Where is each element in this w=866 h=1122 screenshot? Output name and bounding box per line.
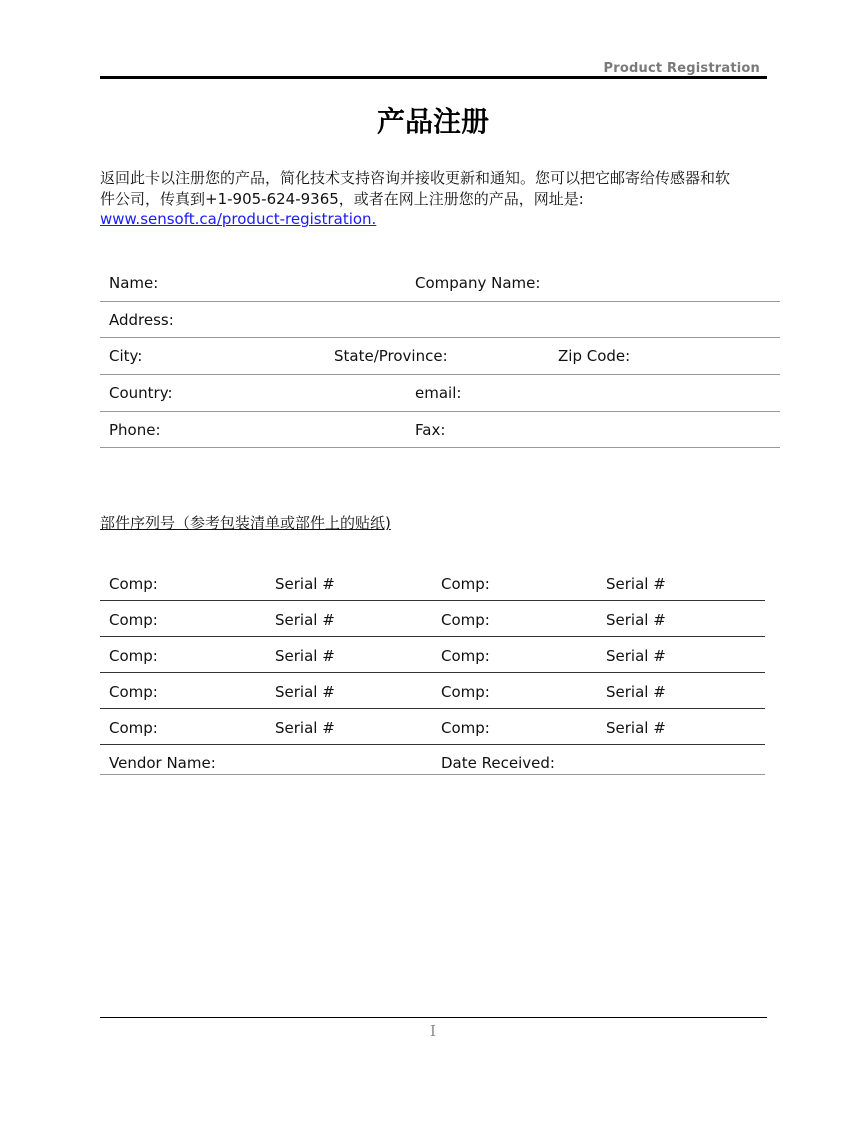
phone-label[interactable]: Phone: bbox=[109, 421, 161, 439]
comp-label[interactable]: Comp: bbox=[109, 647, 158, 665]
footer-rule bbox=[100, 1017, 767, 1018]
contact-row-address bbox=[100, 302, 780, 338]
serial-label[interactable]: Serial # bbox=[606, 719, 666, 737]
comp-label[interactable]: Comp: bbox=[109, 719, 158, 737]
page-title: 产品注册 bbox=[376, 105, 489, 138]
comp-label[interactable]: Comp: bbox=[441, 683, 490, 701]
table-row bbox=[100, 709, 765, 745]
contact-form bbox=[100, 265, 780, 448]
country-label[interactable]: Country: bbox=[109, 384, 173, 402]
serial-label[interactable]: Serial # bbox=[606, 683, 666, 701]
comp-label[interactable]: Comp: bbox=[441, 611, 490, 629]
table-row bbox=[100, 601, 765, 637]
intro-line-1: 返回此卡以注册您的产品，简化技术支持咨询并接收更新和通知。您可以把它邮寄给传感器和软 bbox=[100, 169, 731, 187]
serial-label[interactable]: Serial # bbox=[275, 683, 335, 701]
header-rule bbox=[100, 76, 767, 79]
serial-heading: 部件序列号（参考包装清单或部件上的贴纸) bbox=[100, 514, 391, 532]
fax-label[interactable]: Fax: bbox=[415, 421, 446, 439]
city-label[interactable]: City: bbox=[109, 347, 143, 365]
vendor-row bbox=[100, 745, 765, 775]
company-name-label[interactable]: Company Name: bbox=[415, 274, 541, 292]
registration-link[interactable]: www.sensoft.ca/product-registration. bbox=[100, 210, 377, 228]
comp-label[interactable]: Comp: bbox=[441, 647, 490, 665]
serial-label[interactable]: Serial # bbox=[606, 611, 666, 629]
contact-row-city bbox=[100, 338, 780, 375]
table-row bbox=[100, 565, 765, 601]
comp-label[interactable]: Comp: bbox=[441, 719, 490, 737]
intro-line-2: 件公司，传真到+1-905-624-9365，或者在网上注册您的产品，网址是: bbox=[100, 189, 584, 208]
name-label[interactable]: Name: bbox=[109, 274, 159, 292]
serial-section bbox=[100, 512, 391, 533]
serial-label[interactable]: Serial # bbox=[275, 611, 335, 629]
comp-label[interactable]: Comp: bbox=[441, 575, 490, 593]
serial-label[interactable]: Serial # bbox=[275, 575, 335, 593]
serial-label[interactable]: Serial # bbox=[606, 575, 666, 593]
page-number: I bbox=[430, 1022, 436, 1040]
date-received-label[interactable]: Date Received: bbox=[441, 754, 555, 772]
table-row bbox=[100, 637, 765, 673]
serial-label[interactable]: Serial # bbox=[275, 647, 335, 665]
zip-code-label[interactable]: Zip Code: bbox=[558, 347, 631, 365]
vendor-name-label[interactable]: Vendor Name: bbox=[109, 754, 216, 772]
comp-label[interactable]: Comp: bbox=[109, 575, 158, 593]
contact-row-name bbox=[100, 265, 780, 302]
email-label[interactable]: email: bbox=[415, 384, 462, 402]
serial-label[interactable]: Serial # bbox=[275, 719, 335, 737]
state-province-label[interactable]: State/Province: bbox=[334, 347, 448, 365]
contact-row-country bbox=[100, 375, 780, 412]
table-row bbox=[100, 673, 765, 709]
address-label[interactable]: Address: bbox=[109, 311, 174, 329]
comp-label[interactable]: Comp: bbox=[109, 683, 158, 701]
comp-label[interactable]: Comp: bbox=[109, 611, 158, 629]
contact-row-phone bbox=[100, 412, 780, 448]
serial-label[interactable]: Serial # bbox=[606, 647, 666, 665]
serial-table bbox=[100, 565, 765, 775]
intro-paragraph bbox=[100, 168, 765, 230]
header-label: Product Registration bbox=[603, 61, 760, 76]
